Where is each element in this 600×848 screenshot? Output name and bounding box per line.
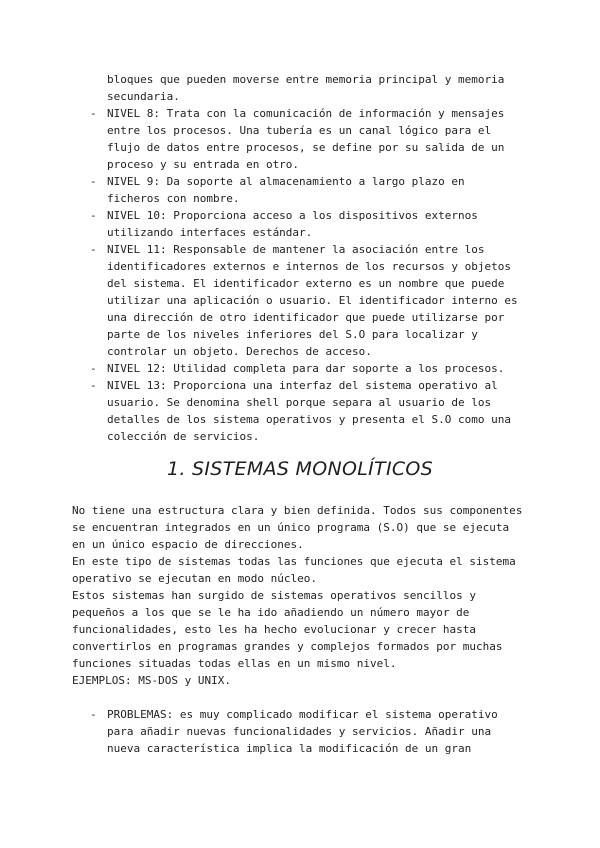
paragraph-line: en un único espacio de direcciones. [72,538,304,551]
list-item-level-13: colección de servicios. [107,430,260,443]
list-item-level-11: controlar un objeto. Derechos de acceso. [107,345,372,358]
paragraph-line: No tiene una estructura clara y bien definida. Todos sus componentes [72,504,523,517]
list-bullet: - [90,379,97,392]
list-item-level-11: una dirección de otro identificador que puede utilizarse por [107,311,505,324]
section-title: 1. SISTEMAS MONOLÍTICOS [166,458,434,480]
paragraph-line: Estos sistemas han surgido de sistemas operativos sencillos y [72,589,476,602]
list-item-level-10: utilizando interfaces estándar. [107,226,313,239]
list-item-level-9: ficheros con nombre. [107,192,240,205]
list-bullet: - [90,243,97,256]
list-item-level-11: parte de los niveles inferiores del S.O para localizar y [107,328,478,341]
list-item-level-11: NIVEL 11: Responsable de mantener la asociación entre los [107,243,485,256]
problems-item: PROBLEMAS: es muy complicado modificar el sistema operativo [107,708,498,721]
paragraph-line: EJEMPLOS: MS-DOS y UNIX. [72,674,231,687]
list-item-level-8: entre los procesos. Una tubería es un canal lógico para el [107,124,492,137]
list-bullet: - [90,175,97,188]
list-bullet: - [90,708,97,721]
list-bullet: - [90,209,97,222]
problems-item: para añadir nuevas funcionalidades y servicios. Añadir una [107,725,492,738]
list-bullet: - [90,107,97,120]
paragraph-line: operativo se ejecutan en modo núcleo. [72,572,318,585]
list-item-continuation: bloques que pueden moverse entre memoria principal y memoria [107,73,505,86]
list-item-level-12: NIVEL 12: Utilidad completa para dar soporte a los procesos. [107,362,505,375]
list-item-level-11: utilizar una aplicación o usuario. El identificador interno es [107,294,518,307]
list-item-level-8: proceso y su entrada en otro. [107,158,300,171]
list-item-level-13: usuario. Se denomina shell porque separa al usuario de los [107,396,492,409]
paragraph-line: En este tipo de sistemas todas las funciones que ejecuta el sistema [72,555,516,568]
list-item-level-11: del sistema. El identificador externo es un nombre que puede [107,277,505,290]
paragraph-line: convertirlos en programas grandes y complejos formados por muchas [72,640,503,653]
list-item-level-11: identificadores externos e internos de los recursos y objetos [107,260,511,273]
paragraph-line: funcionalidades, esto les ha hecho evolucionar y crecer hasta [72,623,476,636]
list-bullet: - [90,362,97,375]
list-item-level-9: NIVEL 9: Da soporte al almacenamiento a largo plazo en [107,175,465,188]
problems-item: nueva característica implica la modificación de un gran [107,742,472,755]
list-item-level-10: NIVEL 10: Proporciona acceso a los dispositivos externos [107,209,478,222]
list-item-continuation: secundaria. [107,90,180,103]
paragraph-line: se encuentran integrados en un único programa (S.O) que se ejecuta [72,521,510,534]
list-item-level-13: NIVEL 13: Proporciona una interfaz del sistema operativo al [107,379,498,392]
list-item-level-13: detalles de los sistema operativos y presenta el S.O como una [107,413,511,426]
list-item-level-8: flujo de datos entre procesos, se define por su salida de un [107,141,505,154]
list-item-level-8: NIVEL 8: Trata con la comunicación de información y mensajes [107,107,505,120]
paragraph-line: funciones situadas todas ellas en un mismo nivel. [72,657,397,670]
paragraph-line: pequeños a los que se le ha ido añadiendo un número mayor de [72,606,470,619]
